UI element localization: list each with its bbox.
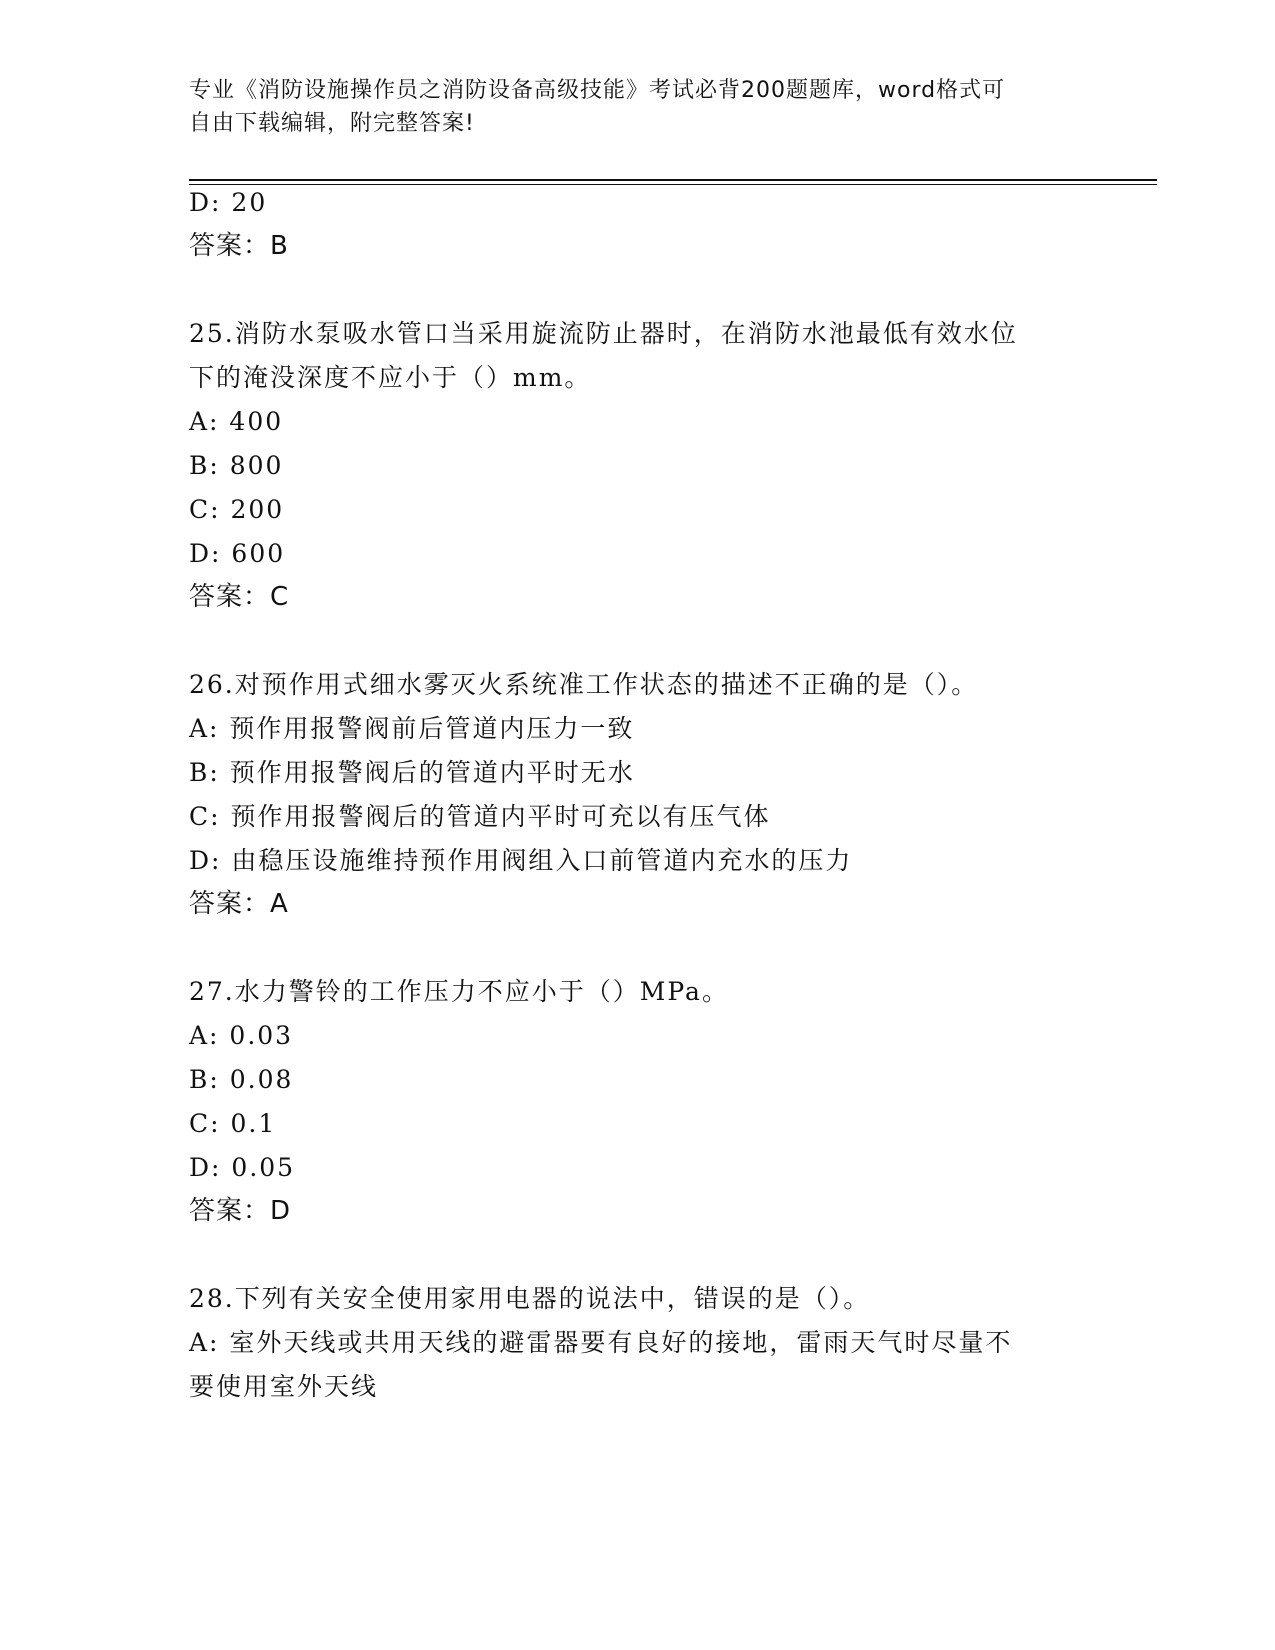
- q25-stem-line-1: 25.消防水泵吸水管口当采用旋流防止器时，在消防水池最低有效水位: [189, 319, 1018, 348]
- q27-option-d: D: 0.05: [189, 1153, 296, 1182]
- header-line-2: 自由下载编辑，附完整答案!: [189, 111, 475, 136]
- q25-answer: 答案：C: [189, 582, 290, 612]
- q25-option-c: C: 200: [189, 495, 285, 524]
- q26-answer: 答案：A: [189, 889, 289, 919]
- q25-option-a: A: 400: [189, 407, 284, 436]
- q26-option-a: A: 预作用报警阀前后管道内压力一致: [189, 714, 635, 743]
- q25-option-d: D: 600: [189, 539, 286, 568]
- q27-option-b: B: 0.08: [189, 1065, 294, 1094]
- q26-option-d: D: 由稳压设施维持预作用阀组入口前管道内充水的压力: [189, 846, 853, 875]
- q25-option-b: B: 800: [189, 451, 284, 480]
- q28-stem: 28.下列有关安全使用家用电器的说法中，错误的是（）。: [189, 1284, 871, 1313]
- q25-stem-line-2: 下的淹没深度不应小于（）mm。: [189, 363, 592, 392]
- q27-option-a: A: 0.03: [189, 1021, 294, 1050]
- q27-answer: 答案：D: [189, 1196, 292, 1226]
- header-line-1: 专业《消防设施操作员之消防设备高级技能》考试必背200题题库，word格式可: [189, 78, 1006, 103]
- page-header: [189, 74, 1089, 140]
- q26-option-c: C: 预作用报警阀后的管道内平时可充以有压气体: [189, 802, 771, 831]
- q28-option-a-cont: 要使用室外天线: [189, 1372, 379, 1401]
- q27-option-c: C: 0.1: [189, 1109, 277, 1138]
- q27-stem: 27.水力警铃的工作压力不应小于（）MPa。: [189, 977, 729, 1006]
- q26-stem: 26.对预作用式细水雾灭火系统准工作状态的描述不正确的是（）。: [189, 670, 979, 699]
- q26-option-b: B: 预作用报警阀后的管道内平时无水: [189, 758, 635, 787]
- prev-option-d: D: 20: [189, 188, 268, 217]
- prev-answer: 答案：B: [189, 231, 289, 261]
- q28-option-a: A: 室外天线或共用天线的避雷器要有良好的接地，雷雨天气时尽量不: [189, 1328, 1013, 1357]
